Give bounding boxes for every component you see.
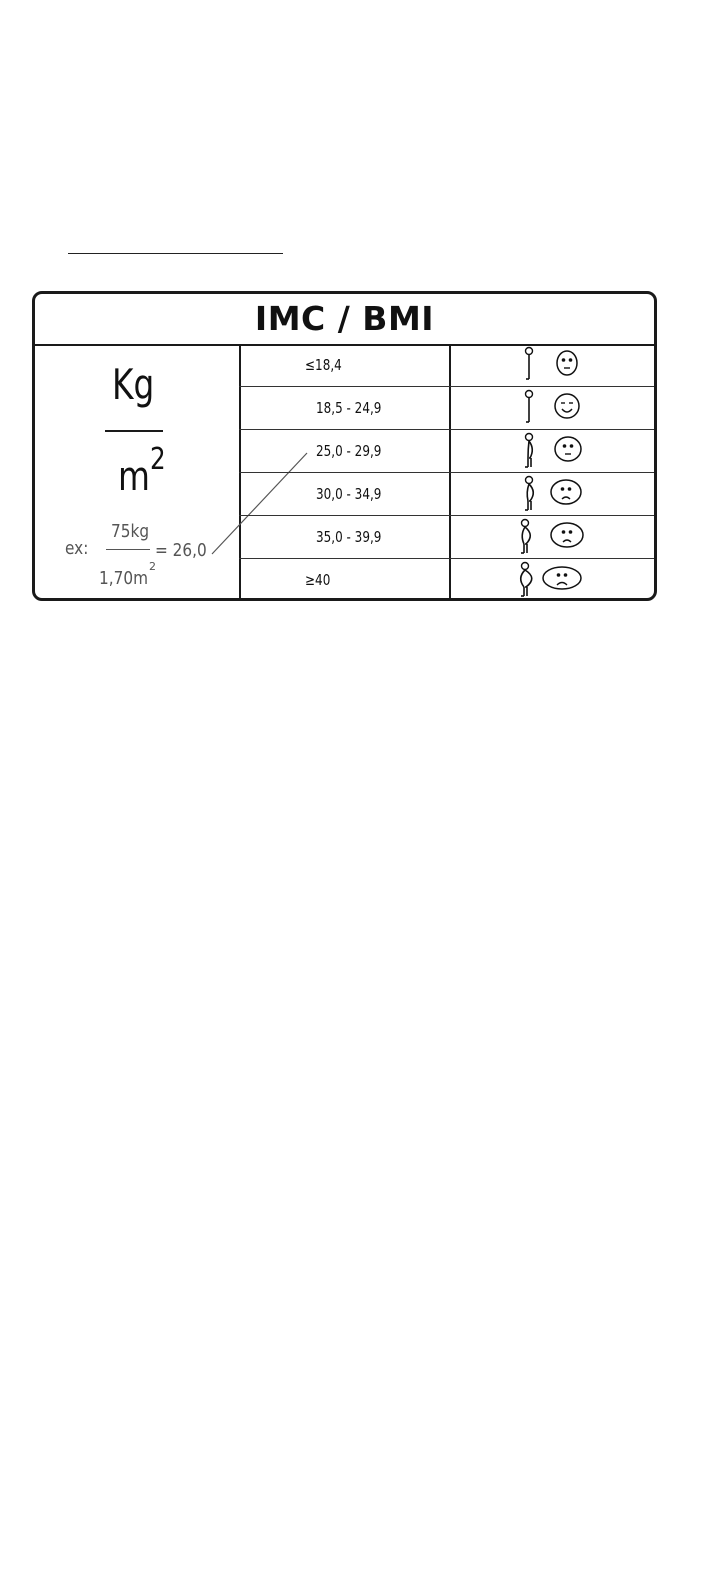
example-exponent: 2 [149,560,156,573]
bmi-icon-row [449,430,654,473]
bmi-range-row [239,516,449,559]
worried-face-icon [555,348,579,383]
formula-exponent: 2 [150,442,166,477]
bmi-range-column [239,344,451,601]
bmi-icon-row [449,344,654,387]
very-thin-person-icon [519,346,545,389]
rounded-person-icon [519,475,545,518]
bmi-range-label: 30,0 - 34,9 [316,485,382,503]
example-numerator: 75kg [111,521,150,542]
sad-face-icon [549,477,583,512]
very-heavy-person-icon [515,561,541,604]
formula-numerator: Kg [112,360,155,409]
bmi-range-label: 35,0 - 39,9 [316,528,382,546]
smiling-face-icon [553,391,581,426]
bmi-icon-row [449,516,654,559]
example-result: = 26,0 [155,540,207,561]
slightly-rounded-person-icon [519,432,545,475]
bmi-range-label: ≥40 [305,571,331,589]
bmi-icon-row [449,559,654,601]
neutral-face-icon [553,434,583,469]
bmi-icon-column [449,344,654,601]
example-label: ex: [65,538,89,559]
underline-rule [68,253,283,254]
bmi-range-label: 25,0 - 29,9 [316,442,382,460]
distressed-face-icon [541,563,583,598]
bmi-range-row [239,387,449,430]
heavy-person-icon [515,518,541,561]
bmi-range-row [239,473,449,516]
bmi-icon-row [449,473,654,516]
bmi-range-row [239,559,449,601]
bmi-title: IMC / BMI [254,299,435,338]
bmi-icon-row [449,387,654,430]
bmi-range-row [239,344,449,387]
bmi-range-row [239,430,449,473]
thin-person-icon [519,389,545,432]
formula-denominator: m [118,454,150,500]
bmi-range-label: ≤18,4 [305,356,342,374]
bmi-range-label: 18,5 - 24,9 [316,399,382,417]
unhappy-face-icon [549,520,585,555]
example-denominator: 1,70m [99,568,148,589]
bmi-table-card [32,291,657,601]
